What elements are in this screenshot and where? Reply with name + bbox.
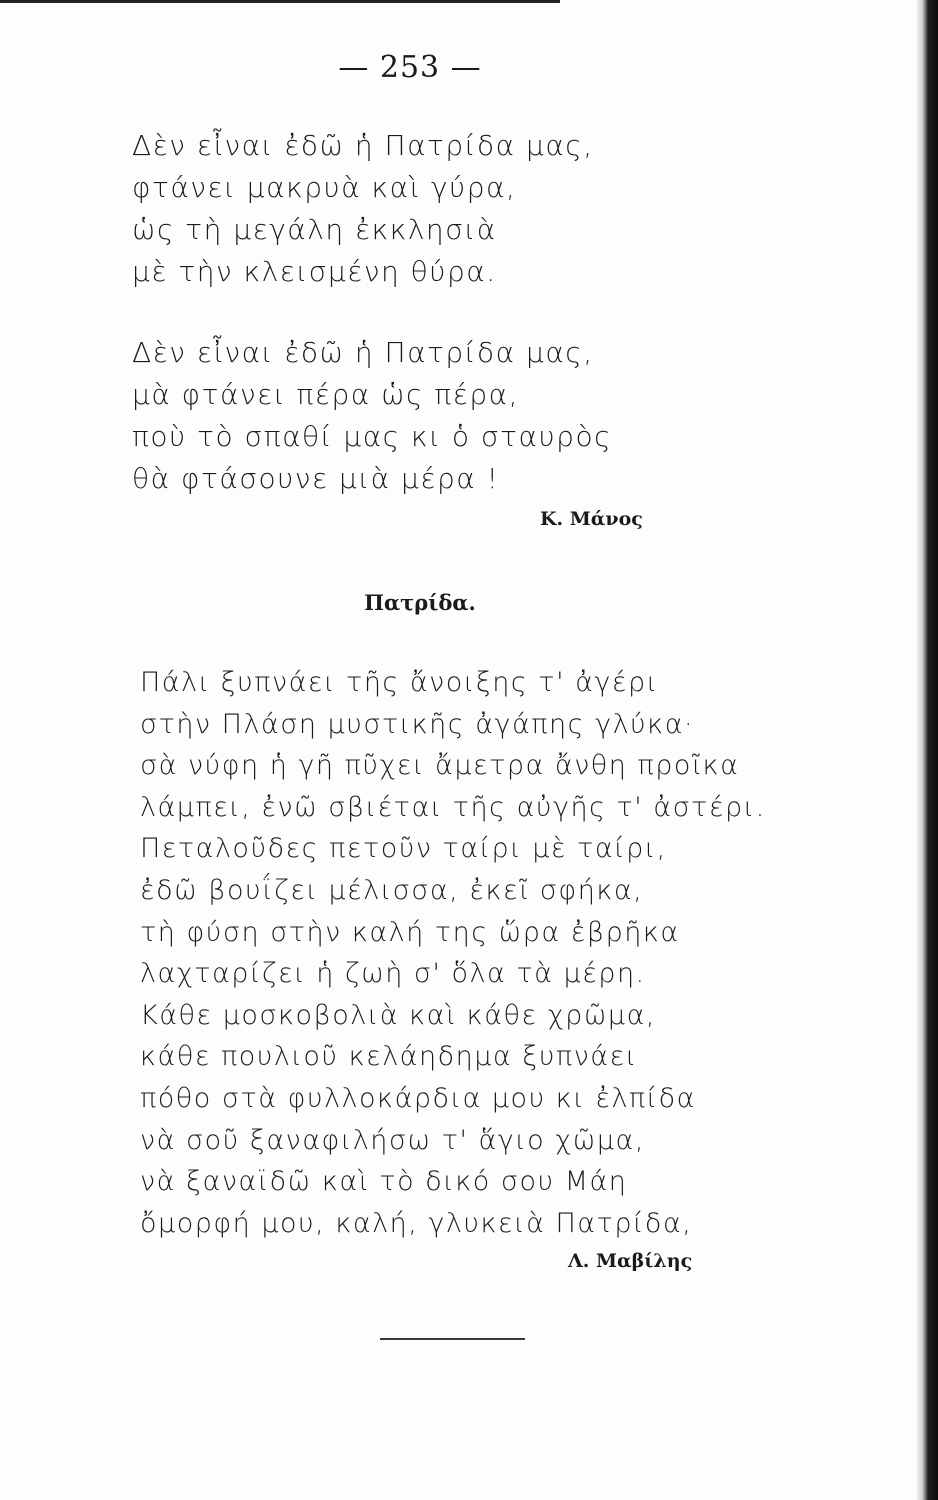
poem-line: Πεταλοῦδες πετοῦν ταίρι μὲ ταίρι, xyxy=(140,833,667,865)
poem1-author: Κ. Μάνος xyxy=(540,508,643,530)
poem-line: Πάλι ξυπνάει τῆς ἄνοιξης τ' ἀγέρι xyxy=(140,667,659,698)
page-edge-shadow xyxy=(916,0,938,1500)
poem2-author: Λ. Μαβίλης xyxy=(568,1250,693,1272)
poem-line: κάθε πουλιοῦ κελάηδημα ξυπνάει xyxy=(140,1041,638,1073)
poem-line: ποὺ τὸ σπαθί μας κι ὁ σταυρὸς xyxy=(132,420,613,453)
poem1-stanza1 xyxy=(132,125,752,293)
poem-line: Δὲν εἶναι ἐδῶ ἡ Πατρίδα μας, xyxy=(132,336,594,369)
top-rule xyxy=(0,0,560,3)
poem-line: μὰ φτάνει πέρα ὡς πέρα, xyxy=(132,378,520,411)
poem-line: νὰ ξαναϊδῶ καὶ τὸ δικό σου Μάη xyxy=(140,1166,628,1198)
poem2-title: Πατρίδα. xyxy=(364,590,476,615)
poem-line: σὰ νύφη ἡ γῆ πῦχει ἄμετρα ἄνθη προῖκα xyxy=(140,750,740,782)
poem-line: Κάθε μοσκοβολιὰ καὶ κάθε χρῶμα, xyxy=(140,999,656,1031)
poem-line: λαχταρίζει ἡ ζωὴ σ' ὅλα τὰ μέρη. xyxy=(140,958,646,990)
poem-line: νὰ σοῦ ξαναφιλήσω τ' ἅγιο χῶμα, xyxy=(140,1124,645,1156)
poem-line: πόθο στὰ φυλλοκάρδια μου κι ἐλπίδα xyxy=(140,1082,696,1114)
poem-line: Δὲν εἶναι ἐδῶ ἡ Πατρίδα μας, xyxy=(132,129,594,162)
page-number: — 253 — xyxy=(338,50,482,85)
poem-line: ὡς τὴ μεγάλη ἐκκλησιὰ xyxy=(132,213,497,246)
poem-line: λάμπει, ἐνῶ σβιέται τῆς αὐγῆς τ' ἀστέρι. xyxy=(140,791,766,823)
poem-line: τὴ φύση στὴν καλή της ὥρα ἐβρῆκα xyxy=(140,916,680,948)
poem-line: φτάνει μακρυὰ καὶ γύρα, xyxy=(132,171,517,204)
poem-line: στὴν Πλάση μυστικῆς ἀγάπης γλύκα· xyxy=(140,708,695,740)
poem-line: ὄμορφή μου, καλή, γλυκειὰ Πατρίδα, xyxy=(140,1207,693,1239)
poem-line: μὲ τὴν κλεισμένη θύρα. xyxy=(132,255,497,288)
section-divider xyxy=(380,1338,525,1340)
poem-line: ἐδῶ βουΐζει μέλισσα, ἐκεῖ σφήκα, xyxy=(140,874,644,906)
poem-line: θὰ φτάσουνε μιὰ μέρα ! xyxy=(132,462,500,495)
poem2-body xyxy=(140,662,766,1244)
poem1-stanza2 xyxy=(132,332,752,500)
